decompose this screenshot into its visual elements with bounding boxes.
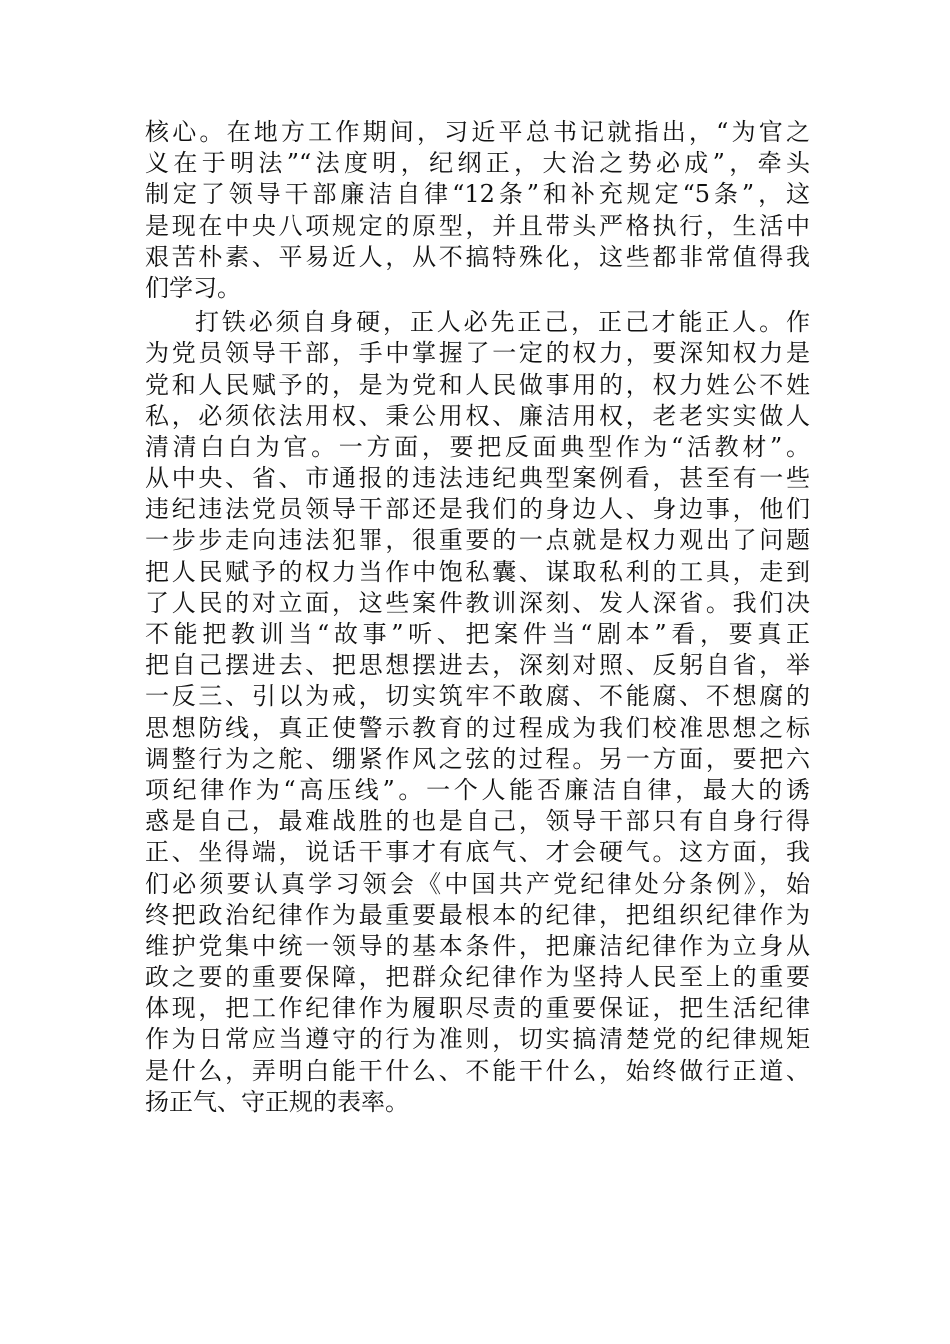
text-line: 作为日常应当遵守的行为准则，切实搞清楚党的纪律规矩 (145, 1025, 810, 1054)
text-line: 们学习。 (145, 273, 241, 302)
text-line: 为党员领导干部，手中掌握了一定的权力，要深知权力是 (145, 339, 810, 368)
text-line: 把人民赋予的权力当作中饱私囊、谋取私利的工具，走到 (145, 557, 810, 586)
text-line: 维护党集中统一领导的基本条件，把廉洁纪律作为立身从 (145, 931, 810, 960)
text-line: 项纪律作为“高压线”。一个人能否廉洁自律，最大的诱 (145, 775, 810, 804)
text-line: 从中央、省、市通报的违法违纪典型案例看，甚至有一些 (145, 464, 810, 493)
document-body (145, 117, 810, 1118)
text-line: 是什么，弄明白能干什么、不能干什么，始终做行正道、 (145, 1056, 810, 1085)
text-line: 清清白白为官。一方面，要把反面典型作为“活教材”。 (145, 432, 810, 461)
text-line: 艰苦朴素、平易近人，从不搞特殊化，这些都非常值得我 (145, 242, 810, 271)
text-line: 违纪违法党员领导干部还是我们的身边人、身边事，他们 (145, 495, 810, 524)
text-line: 政之要的重要保障，把群众纪律作为坚持人民至上的重要 (145, 963, 810, 992)
text-line: 是现在中央八项规定的原型，并且带头严格执行，生活中 (145, 211, 810, 240)
text-line: 把自己摆进去、把思想摆进去，深刻对照、反躬自省，举 (145, 651, 810, 680)
text-line: 体现，把工作纪律作为履职尽责的重要保证，把生活纪律 (145, 994, 810, 1023)
text-line: 核心。在地方工作期间，习近平总书记就指出，“为官之 (145, 118, 810, 146)
text-line: 终把政治纪律作为最重要最根本的纪律，把组织纪律作为 (145, 900, 810, 929)
text-line: 党和人民赋予的，是为党和人民做事用的，权力姓公不姓 (145, 370, 810, 399)
text-line: 们必须要认真学习领会《中国共产党纪律处分条例》，始 (145, 869, 810, 898)
text-line: 义在于明法”“法度明，纪纲正，大治之势必成”，牵头 (145, 149, 810, 178)
text-line: 调整行为之舵、绷紧作风之弦的过程。另一方面，要把六 (145, 744, 810, 773)
paragraph (145, 117, 810, 304)
text-line: 打铁必须自身硬，正人必先正己，正己才能正人。作 (195, 308, 810, 337)
text-line: 正、坐得端，说话干事才有底气、才会硬气。这方面，我 (145, 838, 810, 867)
text-line: 一步步走向违法犯罪，很重要的一点就是权力观出了问题 (145, 526, 810, 555)
text-line: 了人民的对立面，这些案件教训深刻、发人深省。我们决 (145, 588, 810, 617)
paragraph (145, 307, 810, 1118)
text-line: 思想防线，真正使警示教育的过程成为我们校准思想之标 (145, 713, 810, 742)
text-line: 惑是自己，最难战胜的也是自己，领导干部只有自身行得 (145, 807, 810, 836)
text-line: 不能把教训当“故事”听、把案件当“剧本”看，要真正 (145, 620, 810, 648)
text-line: 扬正气、守正规的表率。 (145, 1087, 409, 1116)
text-line: 制定了领导干部廉洁自律“12条”和补充规定“5条”，这 (145, 180, 810, 209)
text-line: 一反三、引以为戒，切实筑牢不敢腐、不能腐、不想腐的 (145, 682, 810, 711)
text-line: 私，必须依法用权、秉公用权、廉洁用权，老老实实做人 (145, 401, 810, 430)
